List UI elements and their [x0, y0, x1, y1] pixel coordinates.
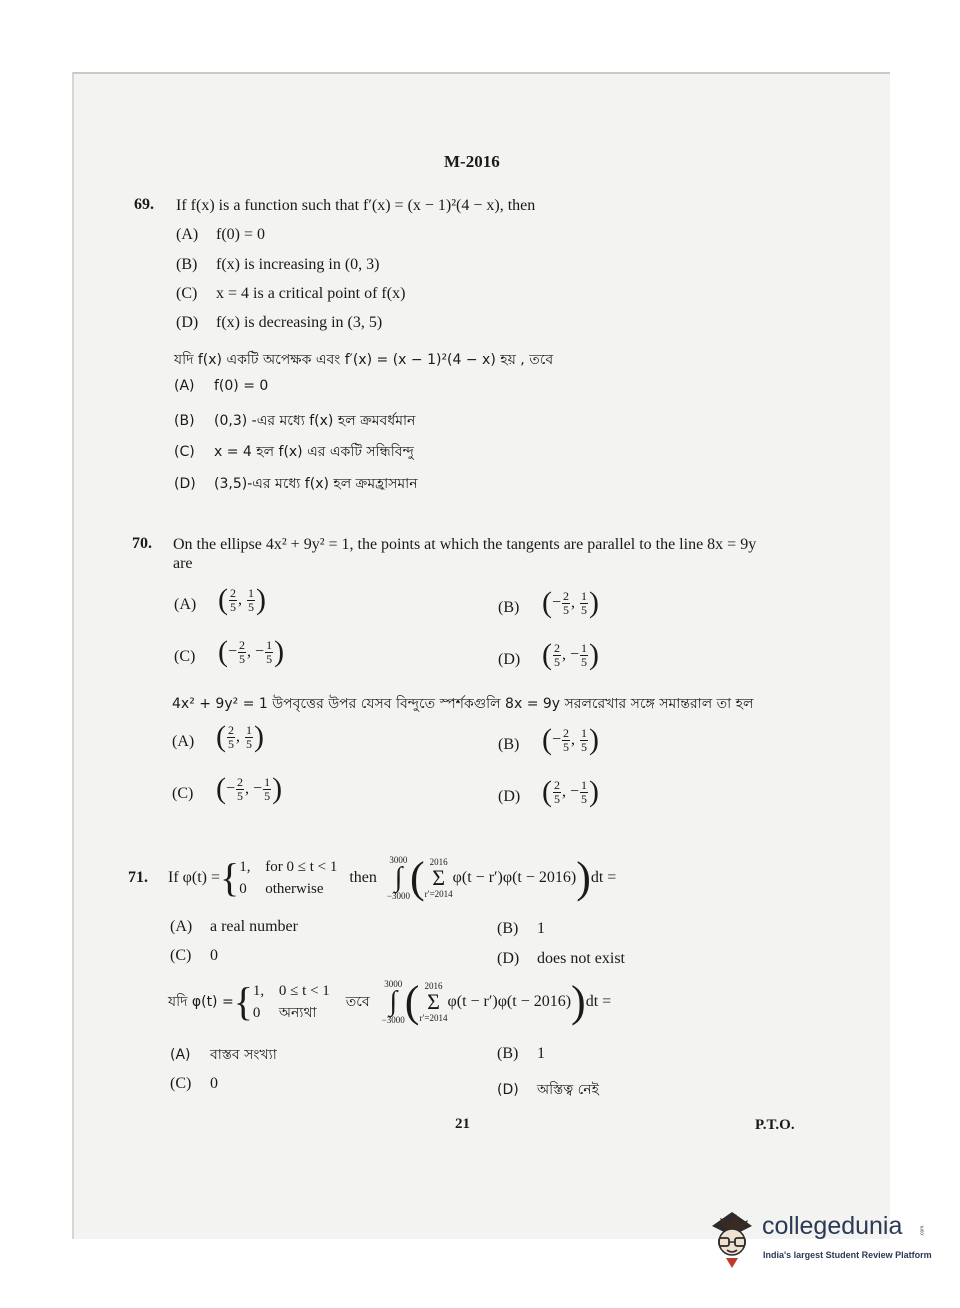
option-letter: (B)	[497, 920, 519, 937]
integral-upper: 3000	[389, 855, 408, 865]
case1-condition: 0 ≤ t < 1	[278, 983, 330, 999]
q71-if-text: If φ(t) =	[168, 869, 221, 886]
x-fraction	[562, 590, 570, 617]
x-denominator: 5	[228, 736, 234, 751]
x-sign: −	[552, 594, 562, 611]
q71-option-d-bn	[497, 1078, 599, 1102]
q71-option-a-en	[170, 918, 298, 936]
case2-value: 0	[239, 881, 247, 897]
point-pair: ( $\frac{2}{5}$ , − $\frac{1}{5}$ )	[542, 775, 600, 808]
x-fraction	[229, 587, 237, 614]
piecewise-cases	[239, 856, 337, 900]
x-numerator: 2	[239, 637, 246, 652]
option-text: 0	[210, 947, 218, 964]
option-text: does not exist	[537, 950, 625, 967]
y-numerator: 1	[266, 637, 273, 652]
y-numerator: 1	[581, 777, 588, 792]
summation-symbol: 2016 Σ r′=2014	[419, 981, 448, 1023]
x-sign: −	[226, 780, 236, 797]
y-fraction	[245, 724, 253, 751]
x-fraction	[562, 727, 570, 754]
q71-number: 71.	[128, 869, 148, 886]
y-denominator: 5	[246, 736, 252, 751]
y-fraction	[580, 590, 588, 617]
x-numerator: 2	[554, 777, 560, 792]
case1-value: 1,	[252, 983, 265, 999]
then-text-bn: তবে	[345, 994, 370, 1010]
q71-stem-en: If φ(t) = { 1, for 0 ≤ t < 1 0 otherwise then 3000 ∫ −3000 ( 2016 Σ r′=2014 φ(t − r′)φ(t − 2016) ) dt =	[168, 853, 617, 902]
option-letter: (D)	[497, 1082, 519, 1098]
point-pair: ( − $\frac{2}{5}$ , − $\frac{1}{5}$ )	[218, 635, 285, 668]
integral-symbol: 3000 ∫ −3000	[386, 855, 410, 901]
option-text: x = 4 is a critical point of f(x)	[216, 285, 406, 302]
x-denominator: 5	[554, 654, 560, 669]
sum-upper: 2016	[424, 981, 443, 991]
paper-code: M-2016	[444, 152, 500, 171]
q69-option-c-en	[176, 285, 405, 303]
x-numerator: 2	[563, 725, 570, 740]
q71-option-c-en	[170, 947, 218, 965]
option-text: 0	[210, 1075, 218, 1092]
point-pair: ( − $\frac{2}{5}$ , $\frac{1}{5}$ )	[542, 586, 600, 619]
option-text: বাস্তব সংখ্যা	[210, 1047, 277, 1063]
q69-option-c-bn	[174, 440, 414, 464]
q71-option-b-bn	[497, 1045, 545, 1063]
option-letter: (C)	[170, 1075, 192, 1092]
x-sign: −	[228, 643, 238, 660]
then-text: then	[349, 869, 377, 886]
x-sign: −	[552, 731, 562, 748]
y-sign: −	[255, 643, 265, 660]
x-numerator: 2	[228, 722, 234, 737]
option-text: 1	[537, 920, 545, 937]
integral-upper: 3000	[384, 979, 403, 989]
point-pair: ( $\frac{2}{5}$ , $\frac{1}{5}$ )	[216, 720, 264, 753]
logo-suffix: .com	[919, 1225, 926, 1237]
option-letter: (D)	[176, 314, 199, 331]
option-letter: (D)	[498, 651, 521, 668]
option-letter: (C)	[174, 444, 195, 460]
left-brace: {	[233, 979, 253, 1024]
option-letter: (B)	[176, 256, 198, 273]
y-sign: −	[253, 780, 263, 797]
q69-option-d-bn	[174, 472, 418, 496]
q69-option-a-en	[176, 226, 265, 244]
x-fraction	[227, 724, 235, 751]
point-pair: ( − $\frac{2}{5}$ , $\frac{1}{5}$ )	[542, 723, 600, 756]
q69-option-b-bn	[174, 409, 415, 433]
piecewise-cases	[253, 980, 330, 1024]
x-denominator: 5	[239, 651, 246, 666]
y-fraction	[265, 639, 273, 666]
x-denominator: 5	[554, 791, 560, 806]
y-numerator: 1	[581, 725, 588, 740]
q71-if-text-bn: যদি φ(t) =	[168, 994, 234, 1010]
option-letter: (B)	[497, 1045, 519, 1062]
y-numerator: 1	[246, 722, 252, 737]
option-text: f(0) = 0	[214, 378, 269, 394]
point-pair: ( − $\frac{2}{5}$ , − $\frac{1}{5}$ )	[216, 772, 283, 805]
y-sign: −	[570, 783, 580, 800]
y-denominator: 5	[581, 791, 588, 806]
option-letter: (D)	[174, 476, 196, 492]
option-letter: (B)	[498, 599, 520, 616]
y-sign: −	[570, 646, 580, 663]
sum-upper: 2016	[429, 857, 448, 867]
option-text: f(0) = 0	[216, 226, 266, 243]
logo-wordmark: collegedunia	[762, 1212, 903, 1240]
point-pair: ( $\frac{2}{5}$ , − $\frac{1}{5}$ )	[542, 638, 600, 671]
option-letter: (C)	[176, 285, 198, 302]
sum-lower: r′=2014	[419, 1013, 448, 1023]
q70-option-b-bn	[498, 725, 599, 755]
q70-number: 70.	[132, 535, 152, 552]
x-numerator: 2	[563, 588, 570, 603]
y-numerator: 1	[264, 774, 271, 789]
q69-stem-en: If f(x) is a function such that f′(x) = (x − 1)²(4 − x), then	[176, 197, 536, 214]
q70-option-b-en	[498, 588, 599, 618]
option-text: f(x) is increasing in (0, 3)	[216, 256, 380, 273]
option-letter: (A)	[174, 378, 195, 394]
option-letter: (B)	[174, 413, 195, 429]
option-text: অস্তিত্ব নেই	[537, 1082, 599, 1098]
option-text: (0,3) -এর মধ্যে f(x) হল ক্রমবর্ধমান	[214, 413, 416, 429]
q71-option-b-en	[497, 920, 545, 938]
option-letter: (A)	[176, 226, 199, 243]
pto-label: P.T.O.	[755, 1117, 795, 1133]
dt-equals: dt =	[585, 993, 612, 1010]
x-denominator: 5	[230, 599, 236, 614]
y-denominator: 5	[264, 788, 271, 803]
y-numerator: 1	[248, 585, 254, 600]
q70-option-c-bn	[172, 774, 282, 804]
y-denominator: 5	[266, 651, 273, 666]
y-fraction	[247, 587, 255, 614]
option-text: f(x) is decreasing in (3, 5)	[216, 314, 383, 331]
x-numerator: 2	[554, 640, 560, 655]
q70-option-d-bn	[498, 777, 599, 807]
integrand: φ(t − r′)φ(t − 2016)	[447, 993, 572, 1010]
option-letter: (C)	[174, 648, 196, 665]
q69-option-b-en	[176, 256, 380, 274]
q71-option-a-bn	[170, 1043, 277, 1067]
option-letter: (C)	[172, 785, 194, 802]
logo-tagline: India's largest Student Review Platform	[763, 1250, 932, 1260]
sum-lower: r′=2014	[424, 889, 453, 899]
q70-option-d-en	[498, 640, 599, 670]
x-fraction	[238, 639, 246, 666]
q71-stem-bn: যদি φ(t) = { 1, 0 ≤ t < 1 0 অন্যথা তবে 3000 ∫ −3000 ( 2016 Σ r′=2014 φ(t − r′)φ(t − 2016) ) dt =	[168, 977, 612, 1026]
option-text: (3,5)-এর মধ্যে f(x) হল ক্রমহ্রাসমান	[214, 476, 418, 492]
x-denominator: 5	[237, 788, 244, 803]
case2-condition: otherwise	[265, 881, 324, 897]
case1-value: 1,	[239, 859, 251, 875]
y-denominator: 5	[248, 599, 254, 614]
case1-condition: for 0 ≤ t < 1	[265, 859, 338, 875]
option-letter: (A)	[170, 918, 193, 935]
y-fraction	[580, 779, 588, 806]
option-letter: (C)	[170, 947, 192, 964]
x-denominator: 5	[563, 739, 570, 754]
option-letter: (A)	[172, 733, 195, 750]
x-fraction	[553, 642, 561, 669]
y-numerator: 1	[581, 640, 588, 655]
x-numerator: 2	[230, 585, 236, 600]
q70-stem-bn: 4x² + 9y² = 1 উপবৃত্তের উপর যেসব বিন্দুতে স্পর্শকগুলি 8x = 9y সরলরেখার সঙ্গে সমান্তরাল তা হল	[172, 696, 754, 712]
x-denominator: 5	[563, 602, 570, 617]
q69-stem-bn: যদি f(x) একটি অপেক্ষক এবং f′(x) = (x − 1)²(4 − x) হয় , তবে	[174, 352, 554, 368]
y-numerator: 1	[581, 588, 588, 603]
page-number: 21	[455, 1116, 470, 1132]
option-text: 1	[537, 1045, 545, 1062]
q70-option-a-bn	[172, 722, 264, 752]
q71-option-d-en	[497, 950, 625, 968]
integral-lower: −3000	[386, 891, 410, 901]
summation-symbol: 2016 Σ r′=2014	[424, 857, 453, 899]
y-denominator: 5	[581, 602, 588, 617]
q70-stem-en-line2: are	[173, 555, 193, 572]
integral-lower: −3000	[381, 1015, 405, 1025]
integrand: φ(t − r′)φ(t − 2016)	[452, 869, 577, 886]
option-text: x = 4 হল f(x) এর একটি সন্ধিবিন্দু	[214, 444, 414, 460]
integral-symbol: 3000 ∫ −3000	[381, 979, 405, 1025]
case2-value: 0	[252, 1005, 261, 1021]
option-letter: (A)	[170, 1047, 191, 1063]
option-text: a real number	[210, 918, 298, 935]
q69-number: 69.	[134, 196, 154, 213]
option-letter: (D)	[497, 950, 520, 967]
y-denominator: 5	[581, 739, 588, 754]
q70-option-a-en	[174, 585, 266, 615]
point-pair: ( $\frac{2}{5}$ , $\frac{1}{5}$ )	[218, 583, 266, 616]
collegedunia-logo-icon	[706, 1202, 758, 1277]
dt-equals: dt =	[590, 869, 617, 886]
y-denominator: 5	[581, 654, 588, 669]
y-fraction	[580, 727, 588, 754]
q70-option-c-en	[174, 637, 284, 667]
x-numerator: 2	[237, 774, 244, 789]
option-letter: (A)	[174, 596, 197, 613]
option-letter: (D)	[498, 788, 521, 805]
q71-option-c-bn	[170, 1075, 218, 1093]
y-fraction	[263, 776, 271, 803]
x-fraction	[236, 776, 244, 803]
option-letter: (B)	[498, 736, 520, 753]
q69-option-a-bn	[174, 378, 268, 394]
q70-stem-en-line1: On the ellipse 4x² + 9y² = 1, the points at which the tangents are parallel to the line 8x = 9y	[173, 536, 757, 553]
left-brace: {	[220, 855, 240, 900]
q69-option-d-en	[176, 314, 382, 332]
y-fraction	[580, 642, 588, 669]
x-fraction	[553, 779, 561, 806]
case2-condition: অন্যথা	[278, 1005, 317, 1021]
